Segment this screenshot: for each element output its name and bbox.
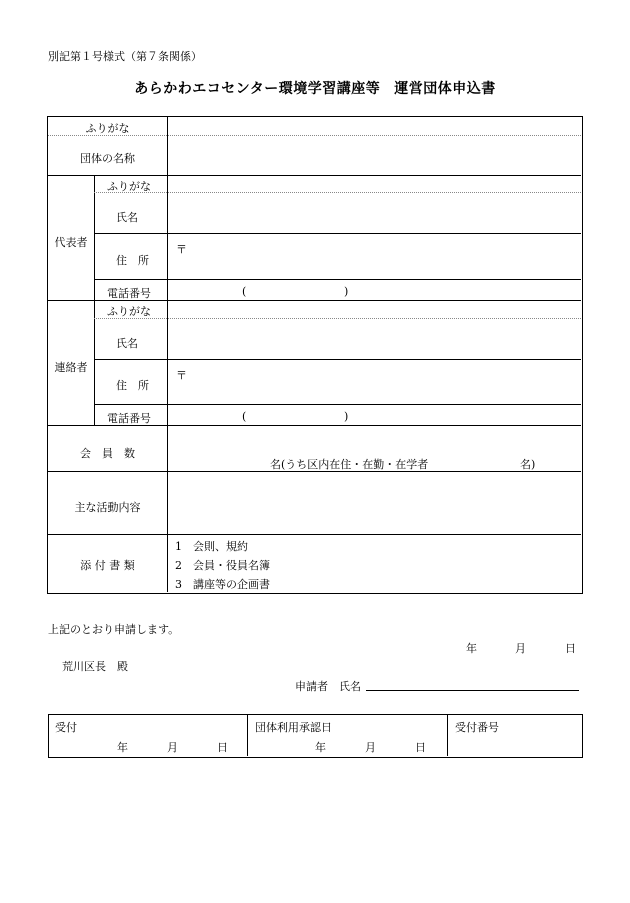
contact-postal-mark: 〒 — [176, 369, 187, 382]
contact-phone-paren-open: ( — [242, 410, 247, 423]
group-furigana-field[interactable] — [172, 118, 577, 134]
date-month-label: 月 — [515, 642, 526, 655]
document-title — [0, 78, 630, 98]
contact-phone-field[interactable] — [172, 407, 577, 423]
office-divider — [447, 715, 448, 756]
rep-name-field[interactable] — [172, 195, 577, 231]
contact-address-field[interactable] — [190, 363, 577, 401]
date-day-label: 日 — [565, 642, 576, 655]
row-divider — [48, 425, 581, 426]
attachment-item: 2 会員・役員名簿 — [175, 559, 270, 572]
rep-phone-label: 電話番号 — [107, 287, 151, 300]
addressee: 荒川区長 殿 — [62, 660, 128, 673]
representative-section-label: 代表者 — [54, 236, 88, 249]
row-divider — [48, 471, 581, 472]
members-label: 会 員 数 — [80, 447, 135, 460]
application-statement: 上記のとおり申請します。 — [48, 623, 180, 636]
attachment-item: 3 講座等の企画書 — [175, 578, 270, 591]
contact-name-field[interactable] — [172, 321, 577, 357]
furigana-label: ふりがな — [85, 122, 130, 135]
row-divider — [48, 175, 581, 176]
row-divider — [48, 534, 581, 535]
receipt-year: 年 — [117, 741, 128, 754]
contact-furigana-label: ふりがな — [107, 305, 151, 318]
rep-phone-field[interactable] — [172, 282, 577, 298]
rep-address-label: 住 所 — [116, 254, 149, 267]
activities-label: 主な活動内容 — [74, 501, 141, 514]
contact-section-label: 連絡者 — [54, 361, 88, 374]
contact-name-label: 氏名 — [116, 337, 138, 350]
members-unit-text: 名(うち区内在住・在勤・在学者 — [270, 458, 429, 471]
activities-field[interactable] — [172, 475, 577, 535]
furigana-divider — [48, 135, 581, 136]
attachment-item: 1 会則、規約 — [175, 540, 248, 553]
row-divider — [48, 300, 581, 301]
members-count-field[interactable] — [172, 429, 577, 453]
contact-phone-label: 電話番号 — [107, 412, 151, 425]
applicant-name-label: 申請者 氏名 — [295, 680, 361, 693]
title-main: あらかわエコセンター環境学習講座等 — [134, 81, 381, 97]
approval-year: 年 — [315, 741, 326, 754]
application-table — [47, 116, 583, 594]
rep-postal-mark: 〒 — [176, 243, 187, 256]
label-column-divider — [167, 534, 168, 592]
rep-phone-paren-close: ) — [344, 285, 349, 298]
contact-phone-paren-close: ) — [344, 410, 349, 423]
contact-address-label: 住 所 — [116, 379, 149, 392]
members-unit-close: 名) — [520, 458, 536, 471]
receipt-day: 日 — [217, 741, 228, 754]
date-year-label: 年 — [466, 642, 477, 655]
receipt-number-label: 受付番号 — [455, 721, 499, 734]
group-name-field[interactable] — [172, 139, 577, 171]
receipt-label: 受付 — [55, 721, 77, 734]
label-column-divider — [167, 117, 168, 540]
approval-day: 日 — [415, 741, 426, 754]
approval-month: 月 — [365, 741, 376, 754]
rep-name-label: 氏名 — [116, 211, 138, 224]
approval-date-label: 団体利用承認日 — [255, 721, 332, 734]
contact-name-divider — [94, 359, 581, 360]
attachments-label: 添 付 書 類 — [80, 559, 135, 572]
office-divider — [247, 715, 248, 756]
rep-furigana-divider — [94, 192, 581, 193]
contact-address-divider — [94, 404, 581, 405]
group-name-label: 団体の名称 — [80, 152, 135, 165]
office-use-box — [48, 714, 583, 758]
rep-address-divider — [94, 279, 581, 280]
applicant-name-field[interactable] — [366, 690, 579, 691]
form-note: 別記第１号様式（第７条関係） — [48, 50, 202, 63]
rep-name-divider — [94, 233, 581, 234]
rep-furigana-label: ふりがな — [107, 180, 151, 193]
receipt-month: 月 — [167, 741, 178, 754]
rep-address-field[interactable] — [190, 237, 577, 275]
rep-phone-paren-open: ( — [242, 285, 247, 298]
title-sub: 運営団体申込書 — [394, 81, 496, 97]
contact-furigana-divider — [94, 318, 581, 319]
